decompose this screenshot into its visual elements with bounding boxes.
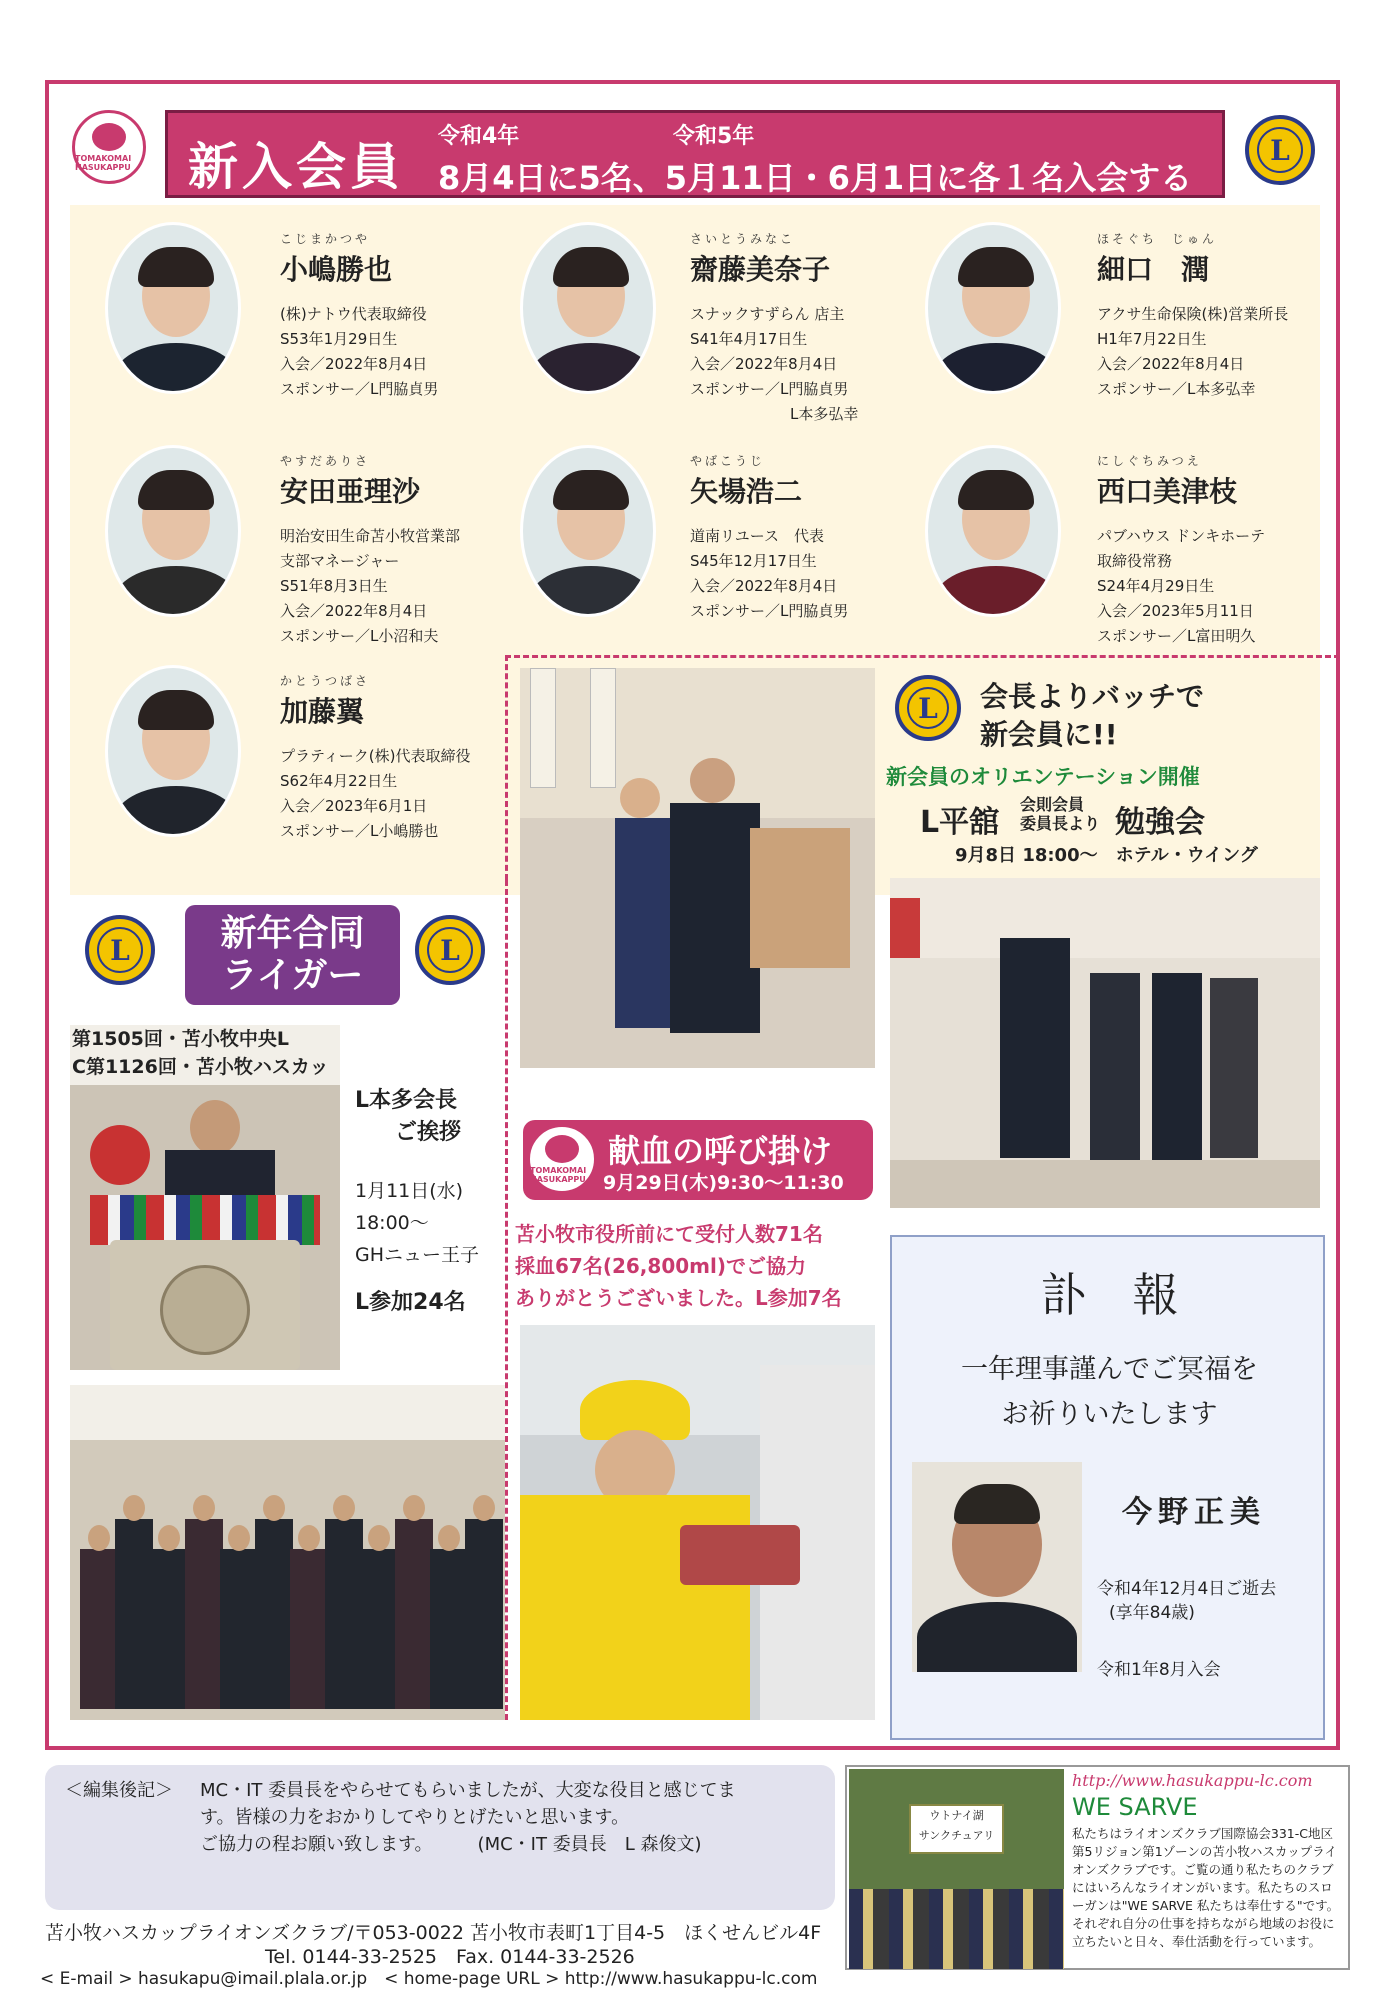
blood-when: 9月29日(木)9:30～11:30	[603, 1172, 844, 1194]
sign-line-1: ウトナイ湖	[929, 1809, 984, 1822]
member-ruby: にしぐちみつえ	[1097, 454, 1202, 468]
badge-title-1: 会長よりバッチで	[980, 680, 1205, 713]
member-detail-line: 取締役常務	[1097, 552, 1173, 570]
member-photo	[925, 445, 1061, 617]
member-detail-line: 支部マネージャー	[280, 552, 400, 570]
member-detail-line: 入会／2022年8月4日	[690, 355, 838, 373]
member-name: 小嶋勝也	[280, 253, 393, 286]
member-detail-line: スポンサー／L門脇貞男	[280, 380, 439, 398]
header-era2: 令和5年	[673, 124, 755, 149]
member-name: 西口美津枝	[1097, 475, 1238, 508]
member-detail-line: プラティーク(株)代表取締役	[280, 747, 471, 765]
obituary-title: 訃 報	[1040, 1268, 1179, 1322]
editor-note: MC・IT 委員長をやらせてもらいましたが、大変な役目と感じてま す。皆様の力をおかりしてやりとげたいと思います。 ご協力の程お願い致します。 (MC・IT 委員長 L 森俊文)	[200, 1780, 736, 1855]
blood-title: 献血の呼び掛け	[608, 1132, 833, 1170]
newyear-details: 1月11日(水) 18:00～ GHニュー王子	[355, 1180, 480, 1266]
badge-ceremony-photo	[520, 668, 875, 1068]
member-details	[280, 524, 460, 649]
orientation-text: 新会員のオリエンテーション開催	[886, 765, 1200, 789]
member-photo	[925, 222, 1061, 394]
member-detail-line: アクサ生命保険(株)営業所長	[1097, 305, 1289, 323]
member-photo	[520, 222, 656, 394]
member-detail-line: スポンサー／L門脇貞男	[690, 380, 849, 398]
club-phone: Tel. 0144-33-2525 Fax. 0144-33-2526	[265, 1946, 635, 1968]
greeting-label: L本多会長 ご挨拶	[355, 1088, 462, 1145]
orientation-photo	[890, 878, 1320, 1208]
lecturer-role: 会則会員 委員長より	[1020, 795, 1101, 833]
banner-line-1: 第1505回・苫小牧中央L	[72, 1028, 289, 1050]
member-detail-line: 明治安田生命苫小牧営業部	[280, 527, 461, 545]
obituary-details: 令和4年12月4日ご逝去 (享年84歳)	[1097, 1579, 1277, 1623]
obituary-box	[890, 1235, 1325, 1740]
member-detail-line: 入会／2023年6月1日	[280, 797, 428, 815]
member-details	[280, 302, 438, 402]
member-detail-line: S53年1月29日生	[280, 330, 398, 348]
club-contact-links[interactable]: < E-mail > hasukapu@imail.plala.or.jp < home-page URL > http://www.hasukappu-lc.com	[40, 1969, 818, 1989]
newyear-title-1: 新年合同	[220, 913, 365, 954]
lions-logo: L	[1245, 115, 1315, 185]
badge-title-2: 新会員に!!	[980, 718, 1118, 751]
newyear-title-2: ライガー	[221, 955, 364, 996]
header-banner	[165, 110, 1225, 198]
newyear-group-photo	[70, 1385, 505, 1720]
haskap-logo-text: TOMAKOMAI HASUKAPPU	[75, 153, 132, 172]
member-detail-line: スポンサー／L小沼和夫	[280, 627, 439, 645]
blood-title-box	[523, 1120, 873, 1200]
lecturer-name: L平舘	[920, 805, 1000, 840]
member-detail-line: 入会／2022年8月4日	[280, 602, 428, 620]
blood-result: 苫小牧市役所前にて受付人数71名 採血67名(26,800ml)でご協力 ありがとうございました。L参加7名	[515, 1222, 842, 1310]
member-name: 矢場浩二	[690, 475, 803, 508]
header-subtitle: 8月4日に5名、5月11日・6月1日に各１名入会する	[438, 159, 1193, 197]
member-detail-line: スポンサー／L小嶋勝也	[280, 822, 439, 840]
member-detail-line: スポンサー／L本多弘幸	[1097, 380, 1256, 398]
member-ruby: ほそぐち じゅん	[1097, 232, 1218, 246]
member-ruby: こじまかつや	[280, 232, 371, 246]
member-detail-line: 入会／2022年8月4日	[280, 355, 428, 373]
member-ruby: かとうつばさ	[280, 674, 371, 688]
club-address: 苫小牧ハスカップライオンズクラブ/〒053-0022 苫小牧市表町1丁目4-5 ほくせんビル4F	[45, 1922, 822, 1944]
sign-line-2: サンクチュアリ	[918, 1829, 995, 1842]
member-photo	[105, 445, 241, 617]
member-name: 安田亜理沙	[280, 475, 421, 508]
member-detail-line: H1年7月22日生	[1097, 330, 1207, 348]
page-title: 新入会員	[188, 138, 404, 196]
banner-line-2: C第1126回・苫小牧ハスカッ	[72, 1056, 329, 1078]
member-details	[690, 302, 858, 427]
member-detail-line: スポンサー／L門脇貞男	[690, 602, 849, 620]
study-label: 勉強会	[1115, 805, 1205, 840]
newyear-title-box	[185, 905, 400, 1005]
study-when: 9月8日 18:00～ ホテル・ウイング	[955, 845, 1258, 866]
member-ruby: やすだありさ	[280, 454, 371, 468]
member-name: 齋藤美奈子	[690, 253, 831, 286]
member-detail-line: 入会／2023年5月11日	[1097, 602, 1254, 620]
member-details	[1097, 302, 1288, 402]
badge-block	[880, 665, 1320, 875]
header-era1: 令和4年	[438, 124, 520, 149]
member-details	[1097, 524, 1265, 649]
haskap-logo: TOMAKOMAI HASUKAPPU	[527, 1124, 597, 1194]
editor-label: ＜編集後記＞	[65, 1780, 173, 1801]
member-ruby: さいとうみなこ	[690, 232, 796, 246]
member-details	[280, 744, 471, 844]
we-sarve-title: WE SARVE	[1072, 1793, 1198, 1821]
member-detail-line: パブハウス ドンキホーテ	[1097, 527, 1266, 545]
member-detail-line: S62年4月22日生	[280, 772, 398, 790]
we-sarve-photo	[849, 1769, 1064, 1969]
obituary-message-2: お祈りいたします	[1001, 1399, 1218, 1430]
newyear-count: L参加24名	[355, 1290, 466, 1315]
berry-icon	[92, 123, 126, 151]
haskap-logo	[72, 110, 146, 184]
member-detail-line: 道南リユース 代表	[690, 527, 824, 545]
member-detail-line: (株)ナトウ代表取締役	[280, 305, 427, 323]
obituary-message-1: 一年理事謹んでご冥福を	[961, 1354, 1258, 1385]
homepage-url[interactable]: http://www.hasukappu-lc.com	[1072, 1771, 1313, 1790]
editor-note-box	[45, 1765, 835, 1910]
lions-logo: L	[415, 915, 485, 985]
member-detail-line: S41年4月17日生	[690, 330, 808, 348]
newyear-greeting-photo	[70, 1025, 340, 1370]
member-detail-line: S24年4月29日生	[1097, 577, 1215, 595]
obituary-portrait	[912, 1462, 1082, 1672]
member-name: 加藤翼	[280, 695, 365, 728]
blood-donation-photo	[520, 1325, 875, 1720]
member-detail-line: S51年8月3日生	[280, 577, 388, 595]
obituary-name: 今野正美	[1122, 1495, 1266, 1530]
member-detail-line: L本多弘幸	[790, 405, 859, 423]
member-detail-line: 入会／2022年8月4日	[690, 577, 838, 595]
member-detail-line: スナックすずらん 店主	[690, 305, 845, 323]
lions-logo: L	[85, 915, 155, 985]
member-photo	[105, 222, 241, 394]
member-detail-line: 入会／2022年8月4日	[1097, 355, 1245, 373]
member-ruby: やばこうじ	[690, 454, 766, 468]
we-sarve-text: 私たちはライオンズクラブ国際協会331-C地区第5リジョン第1ゾーンの苫小牧ハスカップライオンズクラブです。ご覧の通り私たちのクラブにはいろんなライオンがいます。私たちのスローガンは"WE SARVE 私たちは奉仕する"です。それぞれ自分の仕事を持ちながら地域のお役に立ちたいと日々、奉仕活動を行っています。	[1072, 1826, 1340, 1949]
divider	[505, 655, 508, 880]
divider	[505, 655, 1340, 658]
member-detail-line: S45年12月17日生	[690, 552, 817, 570]
obituary-joined: 令和1年8月入会	[1097, 1660, 1221, 1680]
we-sarve-box	[845, 1765, 1350, 1970]
member-details	[690, 524, 848, 624]
member-photo	[520, 445, 656, 617]
member-photo	[105, 665, 241, 837]
divider	[505, 880, 508, 1720]
member-name: 細口 潤	[1097, 253, 1210, 286]
member-detail-line: スポンサー／L富田明久	[1097, 627, 1256, 645]
lions-logo: L	[895, 675, 961, 741]
